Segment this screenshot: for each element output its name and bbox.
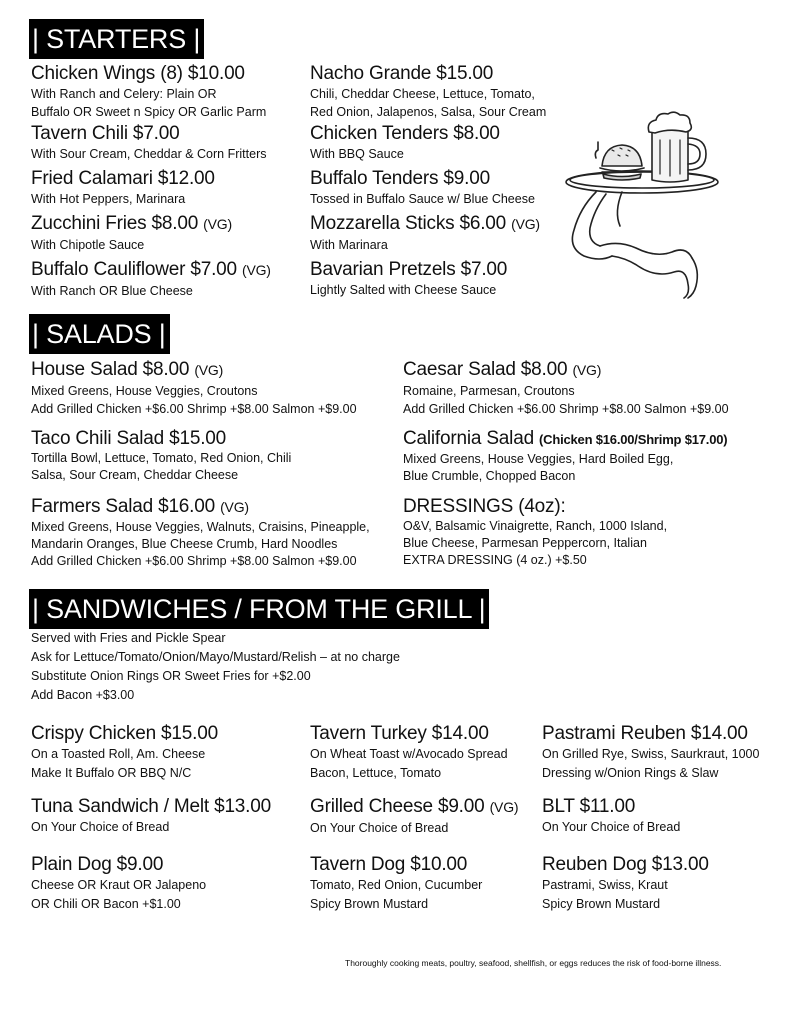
item-description: On Your Choice of Bread <box>542 820 681 834</box>
intro-line: Served with Fries and Pickle Spear <box>31 631 226 645</box>
menu-item-tavern-turkey <box>310 722 508 783</box>
item-description: With Ranch and Celery: Plain OR <box>31 87 217 101</box>
intro-line: Add Bacon +$3.00 <box>31 688 135 702</box>
item-description: OR Chili OR Bacon +$1.00 <box>31 897 181 911</box>
item-name: BLT $11.00 <box>542 796 636 817</box>
menu-item-bavarian-pretzels <box>310 258 507 299</box>
item-description: Cheese OR Kraut OR Jalapeno <box>31 878 207 892</box>
item-description: EXTRA DRESSING (4 oz.) +$.50 <box>403 553 587 567</box>
item-name: Tuna Sandwich / Melt $13.00 <box>31 796 271 817</box>
item-description: Blue Crumble, Chopped Bacon <box>403 469 576 483</box>
item-description: Blue Cheese, Parmesan Peppercorn, Italian <box>403 536 647 550</box>
menu-item-tavern-dog <box>310 853 482 914</box>
menu-item-buffalo-tenders <box>310 167 535 208</box>
price-note: (Chicken $16.00/Shrimp $17.00) <box>539 432 728 447</box>
item-description: Salsa, Sour Cream, Cheddar Cheese <box>31 468 239 482</box>
item-description: Dressing w/Onion Rings & Slaw <box>542 766 719 780</box>
item-description: Mixed Greens, House Veggies, Croutons <box>31 384 258 398</box>
starters-heading: | STARTERS | <box>29 19 204 59</box>
item-description: With Ranch OR Blue Cheese <box>31 284 193 298</box>
item-name: Plain Dog $9.00 <box>31 854 164 875</box>
item-name: Nacho Grande $15.00 <box>310 63 494 84</box>
item-name: Farmers Salad $16.00 <box>31 496 215 517</box>
intro-line: Substitute Onion Rings OR Sweet Fries for +$2.00 <box>31 669 311 683</box>
menu-item-house-salad <box>31 358 357 418</box>
menu-item-chicken-wings <box>31 62 266 121</box>
item-description: With Hot Peppers, Marinara <box>31 192 186 206</box>
menu-item-mozzarella-sticks <box>310 212 540 254</box>
item-name: Buffalo Cauliflower $7.00 <box>31 259 237 280</box>
item-description: Lightly Salted with Cheese Sauce <box>310 283 497 297</box>
item-description: Spicy Brown Mustard <box>542 897 661 911</box>
vegetarian-tag: (VG) <box>511 216 540 232</box>
item-description: With Marinara <box>310 238 388 252</box>
item-name: Chicken Wings (8) $10.00 <box>31 63 245 84</box>
menu-item-zucchini-fries <box>31 212 232 254</box>
menu-item-fried-calamari <box>31 167 215 208</box>
item-description: Mixed Greens, House Veggies, Hard Boiled Egg, <box>403 452 674 466</box>
menu-item-grilled-cheese <box>310 795 518 837</box>
item-description: Add Grilled Chicken +$6.00 Shrimp +$8.00 Salmon +$9.00 <box>31 402 357 416</box>
item-name: Mozzarella Sticks $6.00 <box>310 213 507 234</box>
item-description: Tomato, Red Onion, Cucumber <box>310 878 483 892</box>
menu-item-tavern-chili <box>31 122 267 163</box>
menu-item-blt <box>542 795 680 836</box>
item-description: Bacon, Lettuce, Tomato <box>310 766 442 780</box>
menu-item-farmers-salad <box>31 495 370 570</box>
item-name: Tavern Dog $10.00 <box>310 854 468 875</box>
menu-item-california-salad <box>403 427 727 485</box>
item-name: Tavern Chili $7.00 <box>31 123 180 144</box>
item-description: On a Toasted Roll, Am. Cheese <box>31 747 206 761</box>
item-description: Tortilla Bowl, Lettuce, Tomato, Red Onion, Chili <box>31 451 292 465</box>
vegetarian-tag: (VG) <box>194 362 224 378</box>
menu-item-nacho-grande <box>310 62 546 121</box>
menu-item-caesar-salad <box>403 358 729 418</box>
item-name: DRESSINGS (4oz): <box>403 496 566 517</box>
item-name: Crispy Chicken $15.00 <box>31 723 218 744</box>
item-description: On Wheat Toast w/Avocado Spread <box>310 747 508 761</box>
item-name: Caesar Salad $8.00 <box>403 359 568 380</box>
menu-item-tuna-sandwich <box>31 795 271 836</box>
item-description: Make It Buffalo OR BBQ N/C <box>31 766 192 780</box>
intro-line: Ask for Lettuce/Tomato/Onion/Mayo/Mustard/Relish – at no charge <box>31 650 400 664</box>
menu-item-chicken-tenders <box>310 122 500 163</box>
item-name: Grilled Cheese $9.00 <box>310 796 485 817</box>
item-name: House Salad $8.00 <box>31 359 190 380</box>
item-description: Mandarin Oranges, Blue Cheese Crumb, Hard Noodles <box>31 537 338 551</box>
item-name: Reuben Dog $13.00 <box>542 854 709 875</box>
burger-and-beer-tray-icon <box>560 108 730 300</box>
item-description: O&V, Balsamic Vinaigrette, Ranch, 1000 Island, <box>403 519 668 533</box>
sandwiches-intro <box>31 629 400 705</box>
item-name: California Salad <box>403 428 534 449</box>
menu-item-taco-chili-salad <box>31 427 291 484</box>
menu-item-crispy-chicken <box>31 722 218 783</box>
sandwiches-heading: | SANDWICHES / FROM THE GRILL | <box>29 589 489 629</box>
item-description: On Your Choice of Bread <box>31 820 170 834</box>
item-name: Pastrami Reuben $14.00 <box>542 723 748 744</box>
menu-item-buffalo-cauliflower <box>31 258 271 300</box>
item-name: Taco Chili Salad $15.00 <box>31 428 227 449</box>
item-name: Buffalo Tenders $9.00 <box>310 168 490 189</box>
item-description: Red Onion, Jalapenos, Salsa, Sour Cream <box>310 105 547 119</box>
vegetarian-tag: (VG) <box>489 799 519 815</box>
item-description: Chili, Cheddar Cheese, Lettuce, Tomato, <box>310 87 535 101</box>
item-description: Spicy Brown Mustard <box>310 897 429 911</box>
menu-item-pastrami-reuben <box>542 722 759 783</box>
vegetarian-tag: (VG) <box>203 216 232 232</box>
item-description: With BBQ Sauce <box>310 147 404 161</box>
menu-item-reuben-dog <box>542 853 709 914</box>
dressings-list <box>403 495 667 569</box>
item-name: Bavarian Pretzels $7.00 <box>310 259 508 280</box>
vegetarian-tag: (VG) <box>242 262 271 278</box>
item-description: With Chipotle Sauce <box>31 238 145 252</box>
vegetarian-tag: (VG) <box>572 362 602 378</box>
item-name: Zucchini Fries $8.00 <box>31 213 199 234</box>
item-description: With Sour Cream, Cheddar & Corn Fritters <box>31 147 267 161</box>
salads-heading: | SALADS | <box>29 314 170 354</box>
item-description: Buffalo OR Sweet n Spicy OR Garlic Parm <box>31 105 267 119</box>
item-description: Mixed Greens, House Veggies, Walnuts, Craisins, Pineapple, <box>31 520 370 534</box>
item-description: Add Grilled Chicken +$6.00 Shrimp +$8.00 Salmon +$9.00 <box>403 402 729 416</box>
item-description: Tossed in Buffalo Sauce w/ Blue Cheese <box>310 192 535 206</box>
menu-item-plain-dog <box>31 853 206 914</box>
item-name: Fried Calamari $12.00 <box>31 168 215 189</box>
item-description: Pastrami, Swiss, Kraut <box>542 878 668 892</box>
item-description: Add Grilled Chicken +$6.00 Shrimp +$8.00 Salmon +$9.00 <box>31 554 357 568</box>
vegetarian-tag: (VG) <box>220 499 249 515</box>
item-description: On Grilled Rye, Swiss, Saurkraut, 1000 <box>542 747 760 761</box>
item-name: Chicken Tenders $8.00 <box>310 123 500 144</box>
item-description: Romaine, Parmesan, Croutons <box>403 384 575 398</box>
food-safety-footer: Thoroughly cooking meats, poultry, seafood, shellfish, or eggs reduces the risk of food-borne illness. <box>345 958 722 968</box>
item-name: Tavern Turkey $14.00 <box>310 723 489 744</box>
item-description: On Your Choice of Bread <box>310 821 449 835</box>
